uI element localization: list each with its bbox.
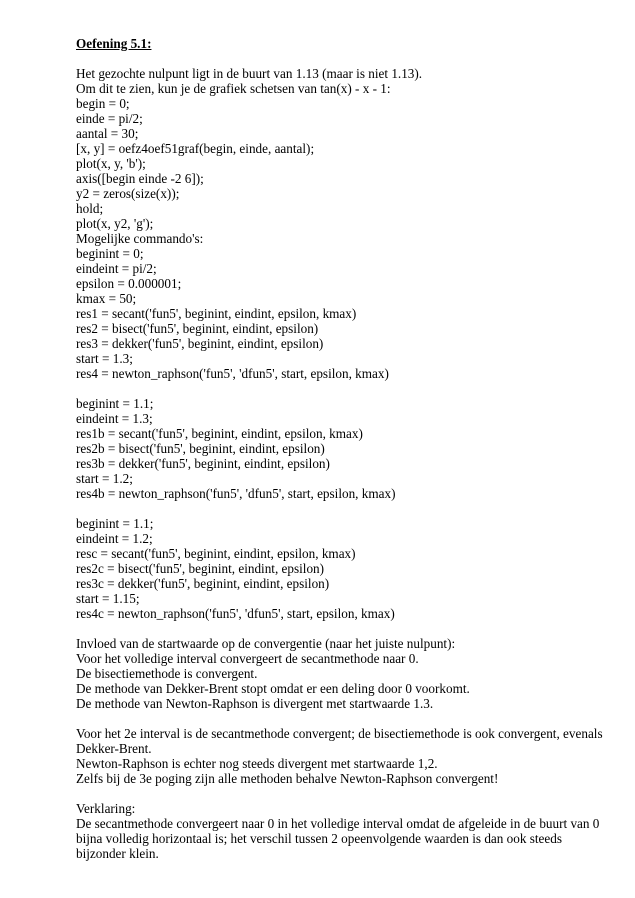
document-page <box>76 36 606 861</box>
explanation-heading: Verklaring: <box>76 801 136 816</box>
text-line: Voor het 2e interval is de secantmethode convergent; de bisectiemethode is ook convergent, evenals Dekker-Brent. <box>76 726 603 756</box>
code-line: start = 1.15; <box>76 591 140 606</box>
code-line: res3b = dekker('fun5', beginint, eindint, epsilon) <box>76 456 330 471</box>
spacer <box>76 786 606 801</box>
code-line: res2b = bisect('fun5', beginint, eindint, epsilon) <box>76 441 325 456</box>
intro-paragraph <box>76 66 606 96</box>
code-line: plot(x, y2, 'g'); <box>76 216 154 231</box>
spacer <box>76 51 606 66</box>
text-line: De bisectiemethode is convergent. <box>76 666 258 681</box>
exercise-title: Oefening 5.1: <box>76 36 152 51</box>
code-line: res1b = secant('fun5', beginint, eindint, epsilon, kmax) <box>76 426 363 441</box>
code-line: Mogelijke commando's: <box>76 231 204 246</box>
code-line: res3c = dekker('fun5', beginint, eindint, epsilon) <box>76 576 330 591</box>
code-line: eindeint = pi/2; <box>76 261 157 276</box>
code-line: kmax = 50; <box>76 291 137 306</box>
code-line: axis([begin einde -2 6]); <box>76 171 204 186</box>
explanation-text: De secantmethode convergeert naar 0 in het volledige interval omdat de afgeleide in de buurt van 0 bijna volledig horizontaal is; het verschil tussen 2 opeenvolgende waarden is dan ook steeds bijzonder klein. <box>76 816 600 861</box>
code-line: eindeint = 1.2; <box>76 531 153 546</box>
code-line: res2 = bisect('fun5', beginint, eindint, epsilon) <box>76 321 319 336</box>
code-line: res4c = newton_raphson('fun5', 'dfun5', start, epsilon, kmax) <box>76 606 395 621</box>
code-line: plot(x, y, 'b'); <box>76 156 146 171</box>
text-line: De methode van Newton-Raphson is divergent met startwaarde 1.3. <box>76 696 434 711</box>
code-line: res2c = bisect('fun5', beginint, eindint, epsilon) <box>76 561 325 576</box>
code-line: y2 = zeros(size(x)); <box>76 186 180 201</box>
code-line: [x, y] = oefz4oef51graf(begin, einde, aantal); <box>76 141 315 156</box>
code-line: epsilon = 0.000001; <box>76 276 182 291</box>
code-line: start = 1.3; <box>76 351 133 366</box>
code-line: start = 1.2; <box>76 471 133 486</box>
text-line: Newton-Raphson is echter nog steeds divergent met startwaarde 1,2. <box>76 756 438 771</box>
code-line: res1 = secant('fun5', beginint, eindint, epsilon, kmax) <box>76 306 357 321</box>
spacer <box>76 711 606 726</box>
text-line: De methode van Dekker-Brent stopt omdat er een deling door 0 voorkomt. <box>76 681 470 696</box>
influence-paragraph <box>76 636 606 711</box>
code-line: beginint = 1.1; <box>76 396 154 411</box>
spacer <box>76 381 606 396</box>
code-line: beginint = 1.1; <box>76 516 154 531</box>
code-line: resc = secant('fun5', beginint, eindint, epsilon, kmax) <box>76 546 356 561</box>
intro-line: Om dit te zien, kun je de grafiek schetsen van tan(x) - x - 1: <box>76 81 391 96</box>
spacer <box>76 621 606 636</box>
code-line: einde = pi/2; <box>76 111 143 126</box>
code-line: eindeint = 1.3; <box>76 411 153 426</box>
code-block-plot <box>76 96 606 381</box>
text-line: Invloed van de startwaarde op de convergentie (naar het juiste nulpunt): <box>76 636 456 651</box>
code-line: res4b = newton_raphson('fun5', 'dfun5', start, epsilon, kmax) <box>76 486 396 501</box>
code-line: begin = 0; <box>76 96 130 111</box>
code-line: aantal = 30; <box>76 126 139 141</box>
code-line: hold; <box>76 201 104 216</box>
code-block-c <box>76 516 606 621</box>
text-line: Zelfs bij de 3e poging zijn alle methoden behalve Newton-Raphson convergent! <box>76 771 499 786</box>
code-line: res3 = dekker('fun5', beginint, eindint, epsilon) <box>76 336 324 351</box>
intro-line: Het gezochte nulpunt ligt in de buurt van 1.13 (maar is niet 1.13). <box>76 66 423 81</box>
text-line: Voor het volledige interval convergeert de secantmethode naar 0. <box>76 651 419 666</box>
code-block-b <box>76 396 606 501</box>
spacer <box>76 501 606 516</box>
explanation-paragraph <box>76 801 606 861</box>
code-line: beginint = 0; <box>76 246 144 261</box>
code-line: res4 = newton_raphson('fun5', 'dfun5', start, epsilon, kmax) <box>76 366 389 381</box>
second-interval-paragraph <box>76 726 606 786</box>
